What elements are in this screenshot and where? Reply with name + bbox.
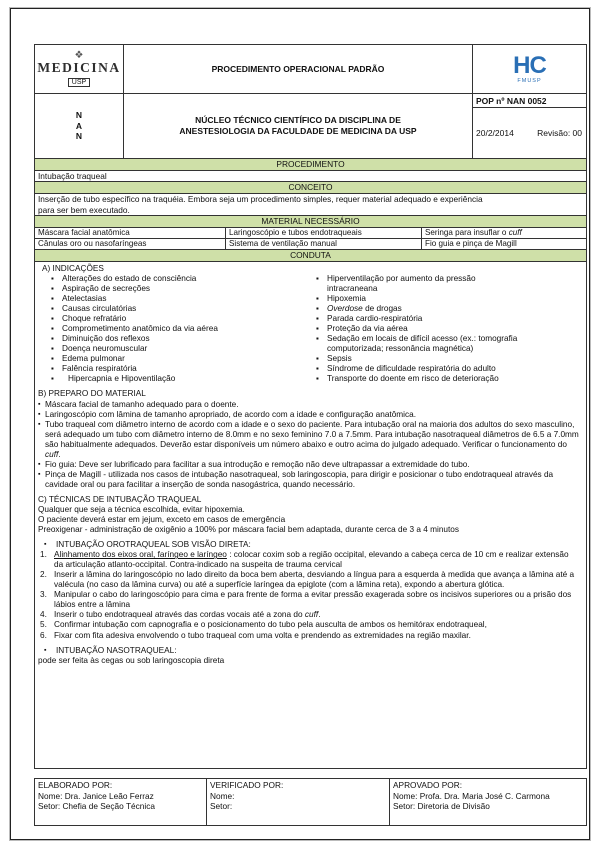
tecnicas-line: Qualquer que seja a técnica escolhida, evitar hipoxemia. xyxy=(38,504,245,514)
list-item: ▪ Máscara facial de tamanho adequado para o doente. xyxy=(38,400,586,410)
list-item: ▪ Sepsis xyxy=(315,354,580,364)
list-item: ▪ Overdose de drogas xyxy=(315,304,580,314)
indicacoes-list xyxy=(38,274,586,385)
list-item: ▪ Síndrome de dificuldade respiratória do adulto xyxy=(315,364,580,374)
nasotraqueal-text: pode ser feita às cegas ou sob laringoscopia direta xyxy=(38,655,225,665)
nasotraqueal-title: ▪ INTUBAÇÃO NASOTRAQUEAL: xyxy=(38,646,586,656)
list-item: 2. Inserir a lâmina do laringoscópio no lado direito da boca bem aberta, desviando a língua para a esquerda à medida que avança a lâmina até a valécula (no caso da lâmina curva) ou até a superfície laríngea da epiglote (com a lâmina reta), expondo a abertura glótica. xyxy=(40,570,575,590)
list-item: ▪ Hipercapnia e Hipoventilação xyxy=(50,374,315,384)
hc-logo: HC FMUSP xyxy=(473,45,587,94)
preparo-title: B) PREPARO DO MATERIAL xyxy=(38,389,146,399)
date-revision xyxy=(473,108,587,159)
conceito-text: Inserção de tubo específico na traquéia. Embora seja um procedimento simples, requer material adequado e experiência para ser bem executado. xyxy=(35,194,586,216)
header-table xyxy=(34,44,587,159)
list-item: ▪ Fio guia: Deve ser lubrificado para facilitar a sua introdução e remoção não deve ultrapassar a extremidade do tubo. xyxy=(38,460,586,470)
tecnicas-line: Preoxigenar - administração de oxigênio a 100% por máscara facial bem adaptada, durante cerca de 3 a 4 minutos xyxy=(38,525,459,535)
list-item: 4. Inserir o tubo endotraqueal através das cordas vocais até a zona do cuff. xyxy=(40,610,321,620)
emblem-icon: ❖ xyxy=(74,50,84,61)
verificado-cell: VERIFICADO POR: Nome: Setor: xyxy=(207,779,390,826)
tecnicas-line: O paciente deverá estar em jejum, exceto em casos de emergência xyxy=(38,515,286,525)
list-item: ▪ Diminuição dos reflexos xyxy=(50,334,315,344)
document-page xyxy=(10,8,590,840)
list-item: ▪ Alterações do estado de consciência xyxy=(50,274,315,284)
aprovado-cell: APROVADO POR: Nome: Profa. Dra. Maria José C. Carmona Setor: Diretoria de Divisão xyxy=(390,779,587,826)
section-conduta: CONDUTA xyxy=(35,250,586,262)
pop-number: POP nº NAN 0052 xyxy=(473,94,587,108)
section-procedimento: PROCEDIMENTO xyxy=(35,159,586,171)
material-row-1: Máscara facial anatômica Laringoscópio e tubos endotraqueais Seringa para insuflar o cuff xyxy=(35,228,586,239)
list-item: ▪ Falência respiratória xyxy=(50,364,315,374)
list-item: ▪ Atelectasias xyxy=(50,294,315,304)
list-item: ▪ Hiperventilação por aumento da pressão xyxy=(315,274,580,284)
footer-table xyxy=(34,778,587,826)
list-item: ▪ Parada cardio-respiratória xyxy=(315,314,580,324)
section-conceito: CONCEITO xyxy=(35,182,586,194)
revision: Revisão: 00 xyxy=(537,128,582,138)
document-title: PROCEDIMENTO OPERACIONAL PADRÃO xyxy=(124,45,473,94)
medicina-logo: ❖ MEDICINA USP xyxy=(35,45,124,94)
list-item: 5. Confirmar intubação com capnografia e o posicionamento do tubo pela ausculta de ambos os hemitórax endotraqueal, xyxy=(40,620,487,630)
list-item: ▪ Hipoxemia xyxy=(315,294,580,304)
list-item: ▪ Laringoscópio com lâmina de tamanho apropriado, de acordo com a idade e configuração anatômica. xyxy=(38,410,586,420)
preparo-list xyxy=(38,400,586,490)
list-item: 1. Alinhamento dos eixos oral, faríngeo e laríngeo : colocar coxim sob a região occipital, elevando a cabeça cerca de 10 cm e realizar extensão da articulação atlanto-occipital. Contra-indicado na suspeita de trauma cervical xyxy=(40,550,569,570)
list-item: ▪ Pinça de Magill - utilizada nos casos de intubação nasotraqueal, sob laringoscopia, para dirigir e posicionar o tubo endotraqueal através da cavidade oral ou para facilitar a inserção de sonda nasogástrica, quando necessário. xyxy=(38,470,586,490)
list-item: ▪ Doença neuromuscular xyxy=(50,344,315,354)
list-item: 3. Manipular o cabo do laringoscópio para cima e para frente de forma a evitar pressão exagerada sobre os incisivos superiores ou a prisão dos lábios entre a lâmina xyxy=(40,590,572,610)
elaborado-cell: ELABORADO POR: Nome: Dra. Janice Leão Ferraz Setor: Chefia de Seção Técnica xyxy=(35,779,207,826)
orotraqueal-title: ▪ INTUBAÇÃO OROTRAQUEAL SOB VISÃO DIRETA: xyxy=(38,540,586,550)
list-item: ▪ Choque refratário xyxy=(50,314,315,324)
conduta-content xyxy=(35,262,586,666)
date: 20/2/2014 xyxy=(476,128,514,138)
material-row-2: Cânulas oro ou nasofaríngeas Sistema de ventilação manual Fio guia e pinça de Magill xyxy=(35,239,586,250)
list-item: computorizada; ressonância magnética) xyxy=(327,344,474,354)
procedimento-text: Intubação traqueal xyxy=(35,171,586,182)
nucleo-title: NÚCLEO TÉCNICO CIENTÍFICO DA DISCIPLINA DE ANESTESIOLOGIA DA FACULDADE DE MEDICINA DA USP xyxy=(124,94,473,159)
list-item: ▪ Proteção da via aérea xyxy=(315,324,580,334)
section-material: MATERIAL NECESSÁRIO xyxy=(35,216,586,228)
list-item: 6. Fixar com fita adesiva envolvendo o tubo traqueal com uma volta e prendendo as extremidades na região maxilar. xyxy=(40,630,471,640)
list-item: ▪ Edema pulmonar xyxy=(50,354,315,364)
list-item: intracraneana xyxy=(327,283,378,293)
orotraqueal-steps xyxy=(38,550,586,640)
list-item: ▪ Sedação em locais de difícil acesso (ex.: tomografia xyxy=(315,334,580,344)
list-item: ▪ Tubo traqueal com diâmetro interno de acordo com a idade e o sexo do paciente. Para intubação oral na maioria dos adultos do sexo masculino, será adequado um tubo com diâmetro interno de 8.0mm e no sexo feminino 7.0 a 7.5mm. Para intubação nasotraqueal diâmetros de 6.5 a 7.0mm são habitualmente adequados. Deverão estar disponíveis um número abaixo e outro acima do julgado adequado. Verificar o funcionamento do cuff. xyxy=(38,420,586,460)
nan-label: N A N xyxy=(35,94,124,159)
list-item: ▪ Transporte do doente em risco de deterioração xyxy=(315,374,580,384)
indicacoes-title: A) INDICAÇÕES xyxy=(42,263,104,273)
tecnicas-title: C) TÉCNICAS DE INTUBAÇÃO TRAQUEAL xyxy=(38,494,202,504)
procedure-body xyxy=(34,158,587,769)
list-item: ▪ Causas circulatórias xyxy=(50,304,315,314)
list-item: ▪ Comprometimento anatômico da via aérea xyxy=(50,324,315,334)
list-item: ▪ Aspiração de secreções xyxy=(50,284,315,294)
